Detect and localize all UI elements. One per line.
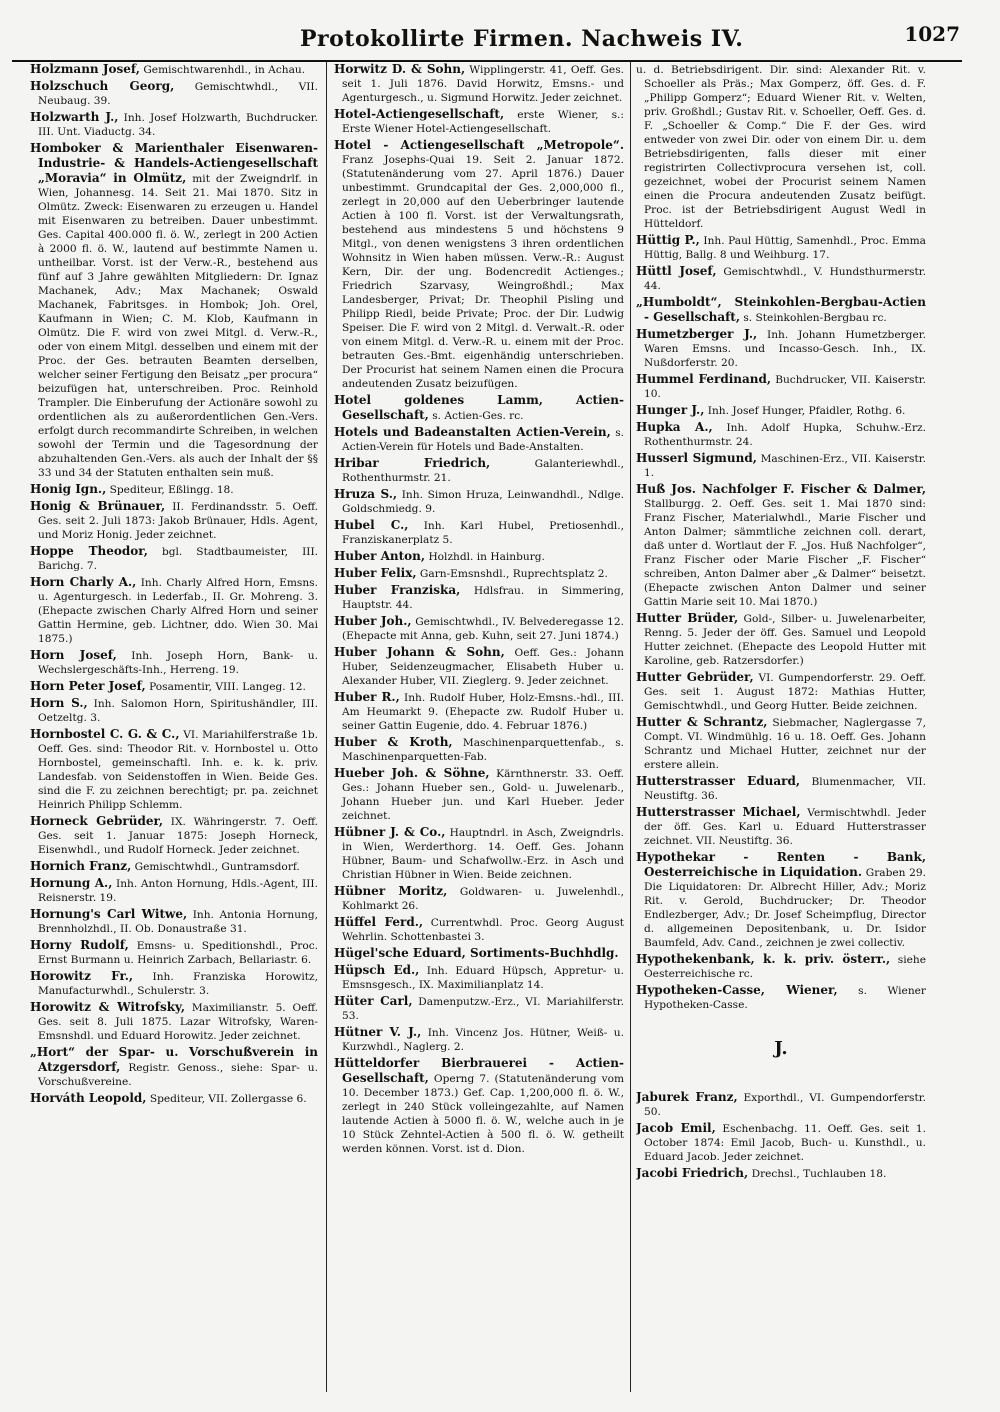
- entry-text: Gemischtwhdl., IV. Belvederegasse 12. (Ehepacte mit Anna, geb. Kuhn, seit 27. Juni 1874.): [342, 616, 624, 642]
- directory-entry: [30, 1045, 318, 1089]
- directory-entry: [334, 583, 624, 612]
- firm-name: Hummel Ferdinand,: [636, 372, 772, 386]
- firm-name: Hypothekar - Renten - Bank, Oesterreichische in Liquidation.: [636, 850, 926, 879]
- entry-text: Stallburgg. 2. Oeff. Ges. seit 1. Mai 1870 sind: Franz Fischer, Materialwhdl., Marie Fischer und Anton Dalmer; sämmtliche zeichnen coll. derart, daß unter d. Wortlaut der F. „Jos. Huß Nachfolger“, Franz Fischer oder Marie Fischer „F. Fischer“ schreiben, Anton Dalmer aber „& Dalmer“ beisetzt. (Ehepacte zwischen Anton Dalmer und seiner Gattin Marie seit 10. Mai 1870.): [644, 498, 926, 608]
- entry-text: Garn-Emsnshdl., Ruprechtsplatz 2.: [416, 568, 608, 580]
- directory-entry: [30, 648, 318, 677]
- firm-name: Hotel goldenes Lamm, Actien-Gesellschaft,: [334, 393, 624, 422]
- directory-entry: [334, 425, 624, 454]
- entry-text: Inh. Rudolf Huber, Holz-Emsns.-hdl., III. Am Heumarkt 9. (Ehepacte zw. Rudolf Huber u. seiner Gattin Eugenie, ddo. 4. Februar 1876.): [342, 692, 624, 732]
- firm-name: Hutterstrasser Eduard,: [636, 774, 801, 788]
- entry-text: Oeff. Ges.: Johann Huber, Seidenzeugmacher, Elisabeth Huber u. Alexander Huber, VII. Zieglerg. 9. Jeder zeichnet.: [342, 647, 624, 687]
- directory-entry: [636, 295, 926, 325]
- directory-entry: [636, 327, 926, 370]
- entry-text: Inh. Josef Holzwarth, Buchdrucker. III. Unt. Viaductg. 34.: [38, 112, 318, 138]
- directory-entry: [30, 79, 318, 108]
- directory-entry: [334, 766, 624, 823]
- firm-name: Humetzberger J.,: [636, 327, 758, 341]
- entry-text: Goldwaren- u. Juwelenhdl., Kohlmarkt 26.: [342, 886, 624, 912]
- directory-entry: [30, 907, 318, 936]
- entry-text: Inh. Vincenz Jos. Hütner, Weiß- u. Kurzwhdl., Naglerg. 2.: [342, 1027, 624, 1053]
- directory-entry: [334, 614, 624, 643]
- firm-name: Hornich Franz,: [30, 859, 132, 873]
- directory-entry: [636, 774, 926, 803]
- entry-text: Holzhdl. in Hainburg.: [425, 551, 545, 563]
- firm-name: Hutterstrasser Michael,: [636, 805, 801, 819]
- entry-text: Maschinen-Erz., VII. Kaiserstr. 1.: [644, 453, 926, 479]
- firm-name: Hornung A.,: [30, 876, 113, 890]
- page-number: 1027: [904, 22, 960, 46]
- directory-entry: [636, 983, 926, 1012]
- directory-entry: [636, 952, 926, 981]
- directory-entry: [636, 62, 926, 231]
- firm-name: Horn Josef,: [30, 648, 117, 662]
- entry-text: Spediteur, VII. Zollergasse 6.: [146, 1093, 307, 1105]
- entry-text: Maschinenparquettenfab., s. Maschinenparquetten-Fab.: [342, 737, 624, 763]
- firm-name: Hubel C.,: [334, 518, 409, 532]
- directory-entry: [636, 403, 926, 418]
- firm-name: Holzschuch Georg,: [30, 79, 175, 93]
- entry-text: Posamentir, VIII. Langeg. 12.: [145, 681, 306, 693]
- firm-name: Hypotheken-Casse, Wiener,: [636, 983, 838, 997]
- firm-name: Hunger J.,: [636, 403, 705, 417]
- firm-name: Horowitz & Witrofsky,: [30, 1000, 186, 1014]
- entry-text: Inh. Charly Alfred Horn, Emsns. u. Agenturgesch. in Lederfab., II. Gr. Mohreng. 3. (Ehepacte zwischen Charly Alfred Horn und seiner Gattin Hermine, geb. Lichtner, ddo. Wien 30. Mai 1875.): [38, 577, 318, 645]
- directory-entry: [30, 110, 318, 139]
- entry-text: Inh. Johann Humetzberger. Waren Emsns. und Incasso-Gesch. Inh., IX. Nußdorferstr. 20.: [644, 329, 926, 369]
- entry-text: Inh. Josef Hunger, Pfaidler, Rothg. 6.: [704, 405, 906, 417]
- entry-text: Vermischtwhdl. Jeder der öff. Ges. Karl u. Eduard Hutterstrasser zeichnet. VII. Neustiftg. 36.: [644, 807, 926, 847]
- entry-text: s. Steinkohlen-Bergbau rc.: [740, 312, 887, 324]
- column-1: [30, 62, 318, 1392]
- column-divider: [326, 62, 327, 1392]
- entry-text: Inh. Adolf Hupka, Schuhw.-Erz. Rothenthurmstr. 24.: [644, 422, 926, 448]
- directory-entry: [334, 1025, 624, 1054]
- entry-text: VI. Mariahilferstraße 1b. Oeff. Ges. sind: Theodor Rit. v. Hornbostel u. Otto Hornbostel, gemeinschaftl. Inh. e. k. k. priv. Landesfab. von Seidenstoffen in Wien. Beide Ges. sind die F. zu zeichnen berechtigt; pr. pa. zeichnet Heinrich Philipp Schlemm.: [38, 729, 318, 811]
- firm-name: Hutter & Schrantz,: [636, 715, 768, 729]
- firm-name: Hügel'sche Eduard, Sortiments-Buchhdlg.: [334, 946, 619, 960]
- firm-name: Hornbostel C. G. & C.,: [30, 727, 180, 741]
- entry-text: II. Ferdinandsstr. 5. Oeff. Ges. seit 2. Juli 1873: Jakob Brünauer, Hdls. Agent, und Moriz Honig. Jeder zeichnet.: [38, 501, 318, 541]
- directory-entry: [30, 814, 318, 857]
- directory-entry: [30, 679, 318, 694]
- directory-entry: [30, 62, 318, 77]
- firm-name: Hübner J. & Co.,: [334, 825, 446, 839]
- directory-entry: [334, 566, 624, 581]
- firm-name: Hueber Joh. & Söhne,: [334, 766, 490, 780]
- entry-text: Damenputzw.-Erz., VI. Mariahilferstr. 53.: [342, 996, 624, 1022]
- directory-entry: [334, 138, 624, 391]
- firm-name: Hutter Gebrüder,: [636, 670, 754, 684]
- entry-text: u. d. Betriebsdirigent. Dir. sind: Alexander Rit. v. Schoeller als Präs.; Max Gomperz, öff. Ges. d. F. „Philipp Gomperz“; Eduard Wiener Rit. v. Welten, priv. Großhdl.; Gustav Rit. v. Schoeller, Oeff. Ges. d. F. „Schoeller & Comp.“ Die F. der Ges. wird entweder von zwei Dir. oder von einem Dir. u. dem Betriebsdirigenten, falls dieser mit einer registrirten Collectivprocura versehen ist, coll. gezeichnet, wobei der Procurist seinem Namen einen die Procura andeutenden Zusatz beifügt. Proc. ist der Betriebsdirigent August Wedl in Hütteldorf.: [636, 64, 926, 230]
- directory-entry: [636, 1090, 926, 1119]
- directory-entry: [334, 487, 624, 516]
- entry-text: Operng 7. (Statutenänderung vom 10. December 1873.) Gef. Cap. 1,200,000 fl. ö. W., zerlegt in 240 Stück volleingezahlte, auf Namen lautende Actien à 5000 fl. ö. W., welche auch in je 10 Stück Zehntel-Actien à 500 fl. ö. W. getheilt werden können. Vorst. ist d. Dion.: [342, 1073, 624, 1155]
- firm-name: Homboker & Marienthaler Eisenwaren-Industrie- & Handels-Actiengesellschaft „Moravia“ in Olmütz,: [30, 141, 318, 185]
- entry-text: VI. Gumpendorferstr. 29. Oeff. Ges. seit 1. August 1872: Mathias Hutter, Gemischtwhdl., und Georg Hutter. Beide zeichnen.: [644, 672, 926, 712]
- directory-entry: [30, 696, 318, 725]
- entry-text: Hdlsfrau. in Simmering, Hauptstr. 44.: [342, 585, 624, 611]
- firm-name: Hüffel Ferd.,: [334, 915, 424, 929]
- entry-text: mit der Zweigndrlf. in Wien, Johannesg. 14. Seit 21. Mai 1870. Sitz in Olmütz. Zweck: Eisenwaren zu erzeugen u. Handel mit Eisenwaren zu betreiben. Dauer unbestimmt. Ges. Capital 400.000 fl. ö. W., zerlegt in 200 Actien à 2000 fl. ö. W., lautend auf bestimmte Namen u. untheilbar. Vorst. ist der Verw.-R., bestehend aus fünf auf 3 Jahre gewählten Mitgliedern: Dr. Ignaz Machanek, Adv.; Max Machanek; Oswald Machanek, Fabritsges. in Hombok; Joh. Orel, Kaufmann in Wien; C. M. Klob, Kaufmann in Olmütz. Die F. wird von zwei Mitgl. d. Verw.-R., oder von einem Mitgl. desselben und einem mit der Proc. der Ges. betrauten Beamten derselben, welcher seiner Fertigung den Beisatz „per procura“ beizufügen hat, unterschreiben. Proc. Reinhold Trampler. Die Einberufung der Actionäre sowohl zu ordentlichen als zu außerordentlichen Gen.-Vers. erfolgt durch recommandirte Schreiben, in welchen sowohl der Termin und die Tagesordnung der abzuhaltenden Gen.-Vers. als auch der Inhalt der §§ 33 und 34 der Statuten enthalten sein muß.: [38, 173, 318, 479]
- firm-name: Holzwarth J.,: [30, 110, 119, 124]
- entry-text: s. Actien-Verein für Hotels und Bade-Anstalten.: [342, 427, 624, 453]
- directory-entry: [30, 482, 318, 497]
- firm-name: Horowitz Fr.,: [30, 969, 134, 983]
- directory-entry: [636, 1121, 926, 1164]
- firm-name: „Humboldt“, Steinkohlen-Bergbau-Actien - Gesellschaft,: [636, 295, 926, 324]
- entry-text: Inh. Paul Hüttig, Samenhdl., Proc. Emma Hüttig, Ballg. 8 und Weihburg. 17.: [644, 235, 926, 261]
- entry-text: Graben 29. Die Liquidatoren: Dr. Albrecht Hiller, Adv.; Moriz Rit. v. Gerold, Buchdrucker; Dr. Theodor Endlezberger, Adv.; Dr. Josef Scheimpflug, Director d. allgemeinen Depositenbank, u. Dr. Isidor Baumfeld, Adv. Cand., zeichnen je zwei collectiv.: [644, 867, 926, 949]
- directory-entry: [334, 549, 624, 564]
- directory-entry: [636, 1166, 926, 1181]
- directory-entry: [334, 946, 624, 961]
- firm-name: Hribar Friedrich,: [334, 456, 491, 470]
- directory-entry: [636, 372, 926, 401]
- firm-name: Horn S.,: [30, 696, 88, 710]
- directory-entry: [30, 1091, 318, 1106]
- entry-text: IX. Währingerstr. 7. Oeff. Ges. seit 1. Januar 1875: Joseph Horneck, Eisenwhdl., und Rudolf Horneck. Jeder zeichnet.: [38, 816, 318, 856]
- directory-entry: [636, 482, 926, 609]
- entry-text: Gemischtwhdl., VII. Neubaug. 39.: [38, 81, 318, 107]
- page-header: [300, 22, 960, 56]
- entry-text: Inh. Joseph Horn, Bank- u. Wechslergeschäfts-Inh., Herreng. 19.: [38, 650, 318, 676]
- firm-name: Jacob Emil,: [636, 1121, 716, 1135]
- firm-name: Huß Jos. Nachfolger F. Fischer & Dalmer,: [636, 482, 926, 496]
- directory-entry: [30, 859, 318, 874]
- firm-name: Horneck Gebrüder,: [30, 814, 164, 828]
- directory-entry: [636, 233, 926, 262]
- entry-text: Siebmacher, Naglergasse 7, Compt. VI. Windmühlg. 16 u. 18. Oeff. Ges. Johann Schrantz und Michael Hutter, zeichnet nur der erstere allein.: [644, 717, 926, 771]
- firm-name: Horn Charly A.,: [30, 575, 137, 589]
- entry-text: Exporthdl., VI. Gumpendorferstr. 50.: [644, 1092, 926, 1118]
- firm-name: Jaburek Franz,: [636, 1090, 738, 1104]
- entry-text: Gemischtwarenhdl., in Achau.: [139, 64, 306, 76]
- firm-name: Huber Johann & Sohn,: [334, 645, 505, 659]
- directory-entry: [30, 1000, 318, 1043]
- entry-text: Inh. Salomon Horn, Spiritushändler, III. Oetzeltg. 3.: [38, 698, 318, 724]
- firm-name: Hütner V. J.,: [334, 1025, 422, 1039]
- firm-name: Hoppe Theodor,: [30, 544, 148, 558]
- entry-text: Emsns- u. Speditionshdl., Proc. Ernst Burmann u. Heinrich Zarbach, Bellariastr. 6.: [38, 940, 318, 966]
- firm-name: Hypothekenbank, k. k. priv. österr.,: [636, 952, 891, 966]
- firm-name: Huber & Kroth,: [334, 735, 453, 749]
- entry-text: Inh. Eduard Hüpsch, Appretur- u. Emsnsgesch., IX. Maximilianplatz 14.: [342, 965, 624, 991]
- directory-entry: [636, 670, 926, 713]
- firm-name: Hotels und Badeanstalten Actien-Verein,: [334, 425, 611, 439]
- firm-name: Hupka A.,: [636, 420, 713, 434]
- directory-entry: [30, 544, 318, 573]
- entry-text: Maximilianstr. 5. Oeff. Ges. seit 8. Juli 1875. Lazar Witrofsky, Waren-Emsnshdl. und Eduard Horowitz. Jeder zeichnet.: [38, 1002, 318, 1042]
- entry-text: Inh. Antonia Hornung, Brennholzhdl., II. Ob. Donaustraße 31.: [38, 909, 318, 935]
- entry-text: Inh. Anton Hornung, Hdls.-Agent, III. Reisnerstr. 19.: [38, 878, 318, 904]
- entry-text: Gemischtwhdl., V. Hundsthurmerstr. 44.: [644, 266, 926, 292]
- entry-text: Kärnthnerstr. 33. Oeff. Ges.: Johann Hueber sen., Gold- u. Juwelenarb., Johann Hueber jun. und Karl Hueber. Jeder zeichnet.: [342, 768, 624, 822]
- firm-name: Honig Ign.,: [30, 482, 107, 496]
- entry-text: Galanteriewhdl., Rothenthurmstr. 21.: [342, 458, 624, 484]
- section-letter-heading: J.: [774, 1038, 788, 1059]
- firm-name: Hutter Brüder,: [636, 611, 739, 625]
- firm-name: Husserl Sigmund,: [636, 451, 757, 465]
- directory-entry: [334, 518, 624, 547]
- firm-name: Hüttig P.,: [636, 233, 700, 247]
- directory-entry: [334, 62, 624, 105]
- entry-text: bgl. Stadtbaumeister, III. Barichg. 7.: [38, 546, 318, 572]
- entry-text: Registr. Genoss., siehe: Spar- u. Vorschußvereine.: [38, 1062, 318, 1088]
- directory-entry: [334, 107, 624, 136]
- column-3: [636, 62, 926, 1392]
- entry-text: Blumenmacher, VII. Neustiftg. 36.: [644, 776, 926, 802]
- directory-entry: [334, 645, 624, 688]
- directory-entry: [30, 727, 318, 812]
- column-divider: [630, 62, 631, 1392]
- directory-entry: [30, 938, 318, 967]
- directory-entry: [30, 499, 318, 542]
- firm-name: Horny Rudolf,: [30, 938, 129, 952]
- entry-text: Gemischtwhdl., Guntramsdorf.: [131, 861, 300, 873]
- entry-text: Spediteur, Eßlingg. 18.: [106, 484, 234, 496]
- directory-entry: [30, 141, 318, 480]
- directory-entry: [334, 884, 624, 913]
- page-title: Protokollirte Firmen. Nachweis IV.: [300, 26, 744, 52]
- firm-name: Horn Peter Josef,: [30, 679, 146, 693]
- entry-text: siehe Oesterreichische rc.: [644, 954, 926, 980]
- directory-entry: [636, 451, 926, 480]
- directory-entry: [636, 805, 926, 848]
- entry-text: Franz Josephs-Quai 19. Seit 2. Januar 1872. (Statutenänderung vom 27. April 1876.) Dauer unbestimmt. Grundcapital der Ges. 2,000,000 fl., zerlegt in 20,000 auf den Ueberbringer lautende Actien à 100 fl. Vorst. ist der Verwaltungsrath, bestehend aus mindestens 5 und höchstens 9 Mitgl., von denen wenigstens 3 ihren ordentlichen Wohnsitz in Wien haben müssen. Verw.-R.: August Kern, Dir. der ung. Bodencredit Actienges.; Friedrich Szarvasy, Weingroßhdl.; Max Landesberger, Privat; Dr. Theophil Pisling und Philipp Riedl, beide Private; Proc. der Dir. Ludwig Speiser. Die F. wird von 2 Mitgl. d. Verwalt.-R. oder von einem Mitgl. d. Verw.-R. u. einem mit der Proc. betrauten Ges.-Bmt. eigenhändig unterschrieben. Der Procurist hat seinem Namen einen die Procura andeutenden Zusatz beizufügen.: [342, 154, 624, 390]
- firm-name: Huber Felix,: [334, 566, 417, 580]
- firm-name: Horwitz D. & Sohn,: [334, 62, 466, 76]
- directory-entry: [636, 264, 926, 293]
- firm-name: Hüttl Josef,: [636, 264, 717, 278]
- entry-text: Hauptndrl. in Asch, Zweigndrls. in Wien, Werderthorg. 14. Oeff. Ges. Johann Hübner, Baum- und Schafwollw.-Erz. in Asch und Christian Hübner in Wien. Beide zeichnen.: [342, 827, 624, 881]
- firm-name: Hübner Moritz,: [334, 884, 448, 898]
- directory-entry: [636, 850, 926, 950]
- entry-text: Drechsl., Tuchlauben 18.: [748, 1168, 887, 1180]
- entry-text: Eschenbachg. 11. Oeff. Ges. seit 1. October 1874: Emil Jacob, Buch- u. Kunsthdl., u. Eduard Jacob. Jeder zeichnet.: [644, 1123, 926, 1163]
- firm-name: Hornung's Carl Witwe,: [30, 907, 188, 921]
- directory-entry: [334, 825, 624, 882]
- entry-text: Gold-, Silber- u. Juwelenarbeiter, Renng. 5. Jeder der öff. Ges. Samuel und Leopold Hutter zeichnet. (Ehepacte des Leopold Hutter mit Karoline, geb. Ratzersdorfer.): [644, 613, 926, 667]
- directory-entry: [334, 735, 624, 764]
- entry-text: Inh. Karl Hubel, Pretiosenhdl., Franziskanerplatz 5.: [342, 520, 624, 546]
- firm-name: Hotel-Actiengesellschaft,: [334, 107, 505, 121]
- directory-entry: [636, 715, 926, 772]
- firm-name: Holzmann Josef,: [30, 62, 140, 76]
- directory-entry: [636, 611, 926, 668]
- entry-text: Wipplingerstr. 41, Oeff. Ges. seit 1. Juli 1876. David Horwitz, Emsns.- und Agenturgesch., u. Sigmund Horwitz. Jeder zeichnet.: [342, 64, 624, 104]
- firm-name: Jacobi Friedrich,: [636, 1166, 749, 1180]
- directory-entry: [334, 1056, 624, 1156]
- firm-name: Hruza S.,: [334, 487, 398, 501]
- entry-text: Inh. Franziska Horowitz, Manufacturwhdl., Schulerstr. 3.: [38, 971, 318, 997]
- directory-entry: [334, 994, 624, 1023]
- directory-entry: [30, 969, 318, 998]
- directory-entry: [334, 690, 624, 733]
- directory-entry: [636, 420, 926, 449]
- firm-name: Huber R.,: [334, 690, 400, 704]
- directory-entry: [334, 963, 624, 992]
- directory-entry: [334, 456, 624, 485]
- firm-name: Huber Joh.,: [334, 614, 412, 628]
- firm-name: Huber Anton,: [334, 549, 426, 563]
- entry-text: s. Actien-Ges. rc.: [428, 410, 524, 422]
- entry-text: Currentwhdl. Proc. Georg August Wehrlin. Schottenbastei 3.: [342, 917, 624, 943]
- directory-entry: [334, 915, 624, 944]
- firm-name: „Hort“ der Spar- u. Vorschußverein in Atzgersdorf,: [30, 1045, 318, 1074]
- firm-name: Honig & Brünauer,: [30, 499, 166, 513]
- firm-name: Horváth Leopold,: [30, 1091, 147, 1105]
- column-2: [334, 62, 624, 1392]
- entry-text: Inh. Simon Hruza, Leinwandhdl., Ndlge. Goldschmiedg. 9.: [342, 489, 624, 515]
- directory-entry: [30, 575, 318, 646]
- firm-name: Hüpsch Ed.,: [334, 963, 420, 977]
- firm-name: Hotel - Actiengesellschaft „Metropole“.: [334, 138, 624, 152]
- firm-name: Hütteldorfer Bierbrauerei - Actien-Gesellschaft,: [334, 1056, 624, 1085]
- firm-name: Huber Franziska,: [334, 583, 461, 597]
- entry-text: s. Wiener Hypotheken-Casse.: [644, 985, 926, 1011]
- entry-text: erste Wiener, s.: Erste Wiener Hotel-Actiengesellschaft.: [342, 109, 624, 135]
- entry-text: Buchdrucker, VII. Kaiserstr. 10.: [644, 374, 926, 400]
- firm-name: Hüter Carl,: [334, 994, 413, 1008]
- directory-entry: [334, 393, 624, 423]
- directory-entry: [30, 876, 318, 905]
